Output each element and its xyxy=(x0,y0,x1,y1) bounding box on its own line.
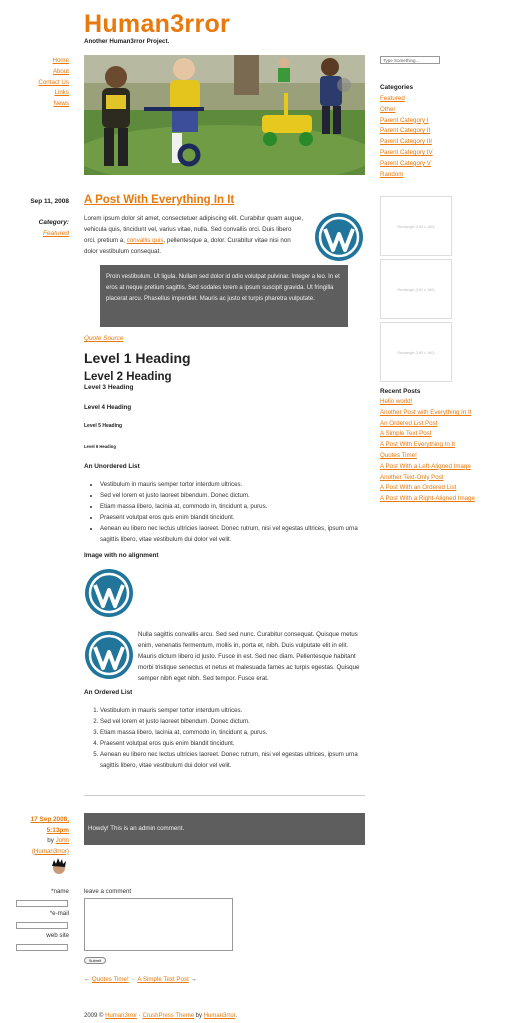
email-label: *e-mail xyxy=(49,910,69,917)
post-title[interactable]: A Post With Everything In It xyxy=(84,194,235,206)
prev-post-link[interactable]: Quotes Time! xyxy=(91,976,129,983)
recent-post-link[interactable]: Quotes Time! xyxy=(380,451,417,459)
heading-level-4: Level 4 Heading xyxy=(84,404,132,411)
recent-post-link[interactable]: A Post With a Left-Aligned Image xyxy=(380,462,471,470)
list-item: • Sed vel lorem et justo laoreet bibendum. Donec dictum. xyxy=(100,490,365,501)
recent-post-link[interactable]: Hello world! xyxy=(380,398,413,405)
search-input[interactable]: Type Something... xyxy=(380,56,440,64)
recent-post-link[interactable]: A Post With Everything In It xyxy=(380,441,455,449)
wordpress-logo-icon xyxy=(84,568,134,618)
main-nav xyxy=(16,56,69,110)
post-category-label: Category: xyxy=(38,219,69,226)
comment-body: Howdy! This is an admin comment. xyxy=(84,813,365,845)
inline-link[interactable]: convallis quis xyxy=(126,237,164,244)
footer-theme-link[interactable]: CrushPress Theme xyxy=(142,1013,195,1019)
next-arrow-icon: → xyxy=(190,976,197,983)
list-item: • Aenean eu libero nec lectus ultricies laoreet. Donec rutrum, nisi vel egestas ultrices, ipsum urna sagittis libero, vitae vestibulum dui dolor vel velit. xyxy=(100,523,365,545)
list-item: 4. Praesent volutpat eros quis enim blandit tincidunt. xyxy=(100,738,365,749)
email-field[interactable] xyxy=(16,922,68,929)
category-link[interactable]: Parent Category V xyxy=(380,159,431,167)
leave-comment-label: leave a comment xyxy=(84,888,132,895)
blockquote: Proin vestibulum. Ut ligula. Nullam sed dolor id odio volutpat pulvinar. Integer a leo. In et eros at neque pretium sagittis. Sed sodales lorem a ipsum suscipit gravida. Ut fringilla placerat arcu. Phasellus imperdiet. Mauris ac justo et turpis pharetra vulputate. xyxy=(100,265,348,327)
category-link[interactable]: Parent Category III xyxy=(380,138,432,146)
comment-textarea[interactable] xyxy=(84,898,233,951)
category-link[interactable]: Parent Category I xyxy=(380,116,429,124)
list-item: • Etiam massa libero, lacinia at, commodo in, tincidunt a, purus. xyxy=(100,501,365,512)
categories-list xyxy=(380,94,433,180)
recent-posts-heading: Recent Posts xyxy=(380,388,421,395)
nav-contact[interactable]: Contact Us xyxy=(38,78,69,86)
site-title[interactable]: Human3rror xyxy=(84,10,231,38)
recent-post-link[interactable]: Another Post with Everything In It xyxy=(380,408,472,416)
post-date: Sep 11, 2008 xyxy=(30,198,69,205)
footer-owner-link[interactable]: Human3rror xyxy=(105,1013,138,1019)
header-photo xyxy=(84,55,365,175)
intro-line: orci, pretium a, convallis quis, pellentesque a, dolor. Curabitur vitae nisi non xyxy=(84,237,291,244)
post-navigation xyxy=(84,976,197,983)
intro-line: dolor vestibulum consequat. xyxy=(84,248,162,255)
heading-level-3: Level 3 Heading xyxy=(84,384,134,391)
footer-author-link[interactable]: Human3rror xyxy=(203,1013,236,1019)
recent-posts-list xyxy=(380,397,475,505)
footer: 2009 © Human3rror · CrushPress Theme by Human3rror. xyxy=(84,1013,238,1019)
category-link[interactable]: Featured xyxy=(380,95,405,102)
site-tagline: Another Human3rror Project. xyxy=(84,38,170,45)
quote-source-link[interactable]: Quote Source xyxy=(84,335,124,342)
image-heading: Image with no alignment xyxy=(84,552,159,559)
categories-heading: Categories xyxy=(380,84,414,91)
list-item: 5. Aenean eu libero nec lectus ultricies laoreet. Donec rutrum, nisi vel egestas ultrices, ipsum urna sagittis libero, vitae vestibulum dui dolor vel velit. xyxy=(100,749,365,771)
comments-divider xyxy=(84,795,365,796)
unordered-list xyxy=(84,479,365,545)
recent-post-link[interactable]: A Simple Text Post xyxy=(380,430,432,438)
prev-arrow-icon: ← xyxy=(84,976,91,983)
ordered-list xyxy=(84,705,365,771)
comment-author: by John (Human3rror) xyxy=(16,836,69,857)
recent-post-link[interactable]: A Post With an Ordered List xyxy=(380,484,457,492)
category-link[interactable]: Random xyxy=(380,170,404,178)
post-category-link[interactable]: Featured xyxy=(42,230,69,237)
list-item: • Vestibulum in mauris semper tortor interdum ultrices. xyxy=(100,479,365,490)
comment-date-time[interactable]: 5:13pm xyxy=(46,827,69,834)
comment-author-link[interactable]: (Human3rror) xyxy=(31,847,69,855)
submit-button[interactable]: Submit xyxy=(84,957,106,964)
comment-author-link[interactable]: John xyxy=(55,837,69,844)
intro-line: Lorem ipsum dolor sit amet, consectetuer adipiscing elit. Curabitur quam augue, xyxy=(84,215,304,222)
category-link[interactable]: Other xyxy=(380,105,396,113)
comment-date[interactable] xyxy=(16,814,69,836)
float-paragraph: Nulla sagittis convallis arcu. Sed sed nunc. Curabitur consequat. Quisque metus enim, venenatis fermentum, mollis in, porta et, nibh. Duis vulputate elit in elit. Mauris dictum libero id justo. Fusce in est. Sed nec diam. Pellentesque habitant morbi tristique senectus et netus et malesuada fames ac turpis egestas. Quisque semper nibh eget nibh. Sed tempor. Fusce erat. xyxy=(138,631,360,682)
heading-level-1: Level 1 Heading xyxy=(84,350,191,366)
nav-links[interactable]: Links xyxy=(54,89,69,97)
recent-post-link[interactable]: Another Text-Only Post xyxy=(380,473,444,481)
category-link[interactable]: Parent Category IV xyxy=(380,148,433,156)
recent-post-link[interactable]: An Ordered List Post xyxy=(380,419,438,427)
heading-level-6: Level 6 Heading xyxy=(84,444,116,449)
list-item: • Praesent volutpat eros quis enim blandit tincidunt. xyxy=(100,512,365,523)
website-field[interactable] xyxy=(16,944,68,951)
unordered-list-heading: An Unordered List xyxy=(84,463,140,470)
wordpress-logo-icon xyxy=(314,212,364,262)
ad-rectangle[interactable]: Rectangle (160 x 160) xyxy=(380,259,452,319)
website-label: web site xyxy=(46,932,69,939)
heading-level-5: Level 5 Heading xyxy=(84,423,123,429)
post-intro xyxy=(84,213,312,257)
comment-date-day[interactable]: 17 Sep 2008, xyxy=(30,816,69,823)
nav-news[interactable]: News xyxy=(53,100,69,108)
category-link[interactable]: Parent Category II xyxy=(380,127,431,135)
name-label: *name xyxy=(51,888,69,895)
list-item: 1. Vestibulum in mauris semper tortor interdum ultrices. xyxy=(100,705,365,716)
list-item: 2. Sed vel lorem et justo laoreet bibendum. Donec dictum. xyxy=(100,716,365,727)
ad-rectangle[interactable]: Rectangle (160 x 160) xyxy=(380,322,452,382)
list-item: 3. Etiam massa libero, lacinia at, commodo in, tincidunt a, purus. xyxy=(100,727,365,738)
heading-level-2: Level 2 Heading xyxy=(84,371,172,383)
intro-line: vehicula quis, tincidunt vel, varius vitae, nulla. Sed convallis orci. Duis libero xyxy=(84,226,292,233)
avatar xyxy=(50,858,67,875)
wordpress-logo-icon xyxy=(84,630,134,680)
ad-rectangle[interactable]: Rectangle (160 x 160) xyxy=(380,196,452,256)
next-post-link[interactable]: A Simple Text Post xyxy=(137,976,189,983)
nav-about[interactable]: About xyxy=(52,67,69,75)
ordered-list-heading: An Ordered List xyxy=(84,689,133,696)
nav-home[interactable]: Home xyxy=(52,57,69,64)
recent-post-link[interactable]: A Post With a Right-Aligned Image xyxy=(380,495,475,503)
nav-separator: · xyxy=(132,976,135,983)
name-field[interactable] xyxy=(16,900,68,907)
